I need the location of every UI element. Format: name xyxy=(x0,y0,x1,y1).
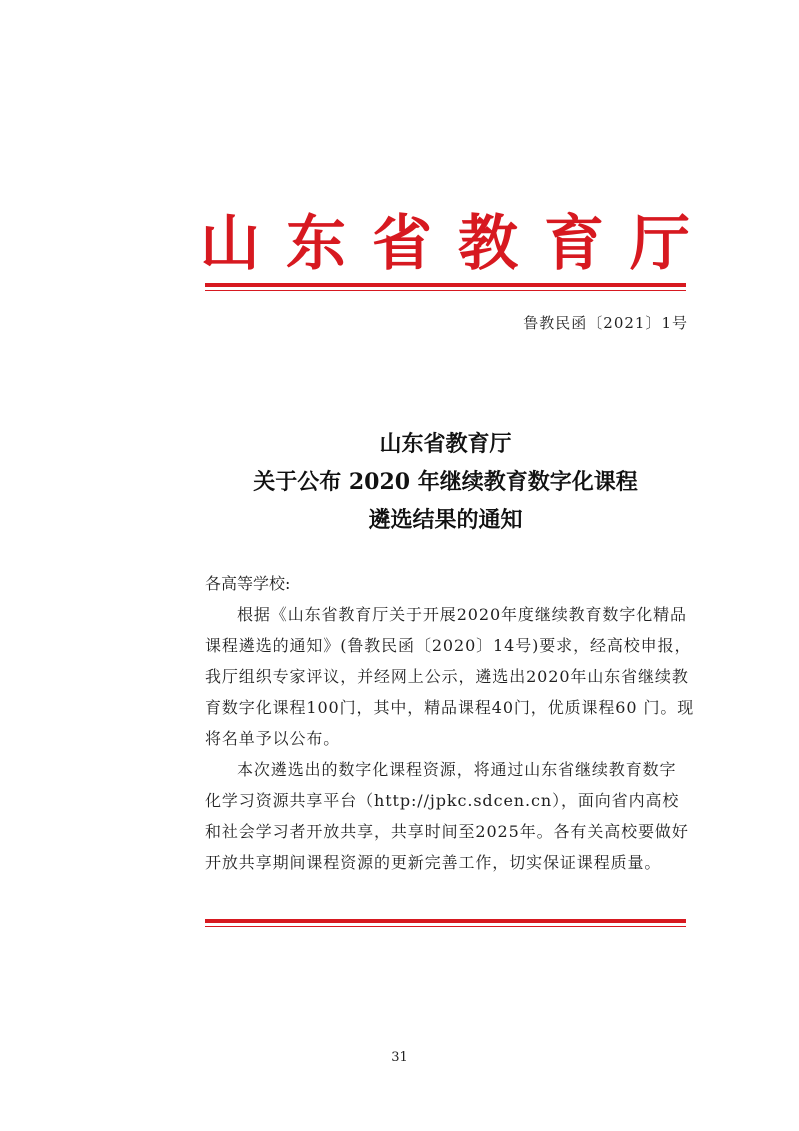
paragraph-2-line: 和社会学习者开放共享，共享时间至2025年。各有关高校要做好 xyxy=(205,822,689,841)
paragraph-1-line: 将名单予以公布。 xyxy=(205,729,341,748)
notice-title-line: 关于公布 2020 年继续教育数字化课程 xyxy=(253,469,638,495)
salutation: 各高等学校: xyxy=(205,574,291,593)
notice-title-line: 遴选结果的通知 xyxy=(368,507,523,533)
header-divider-thin xyxy=(205,290,686,291)
paragraph-1-line: 课程遴选的通知》(鲁教民函〔2020〕14号)要求，经高校申报， xyxy=(205,636,692,655)
document-number: 鲁教民函〔2021〕1号 xyxy=(523,314,688,332)
paragraph-2-line: 开放共享期间课程资源的更新完善工作，切实保证课程质量。 xyxy=(205,853,662,872)
agency-char: 厅 xyxy=(630,209,690,279)
agency-char: 教 xyxy=(458,209,518,279)
footer-divider-thin xyxy=(205,926,686,927)
agency-char: 育 xyxy=(544,209,604,279)
footer-divider-thick xyxy=(205,919,686,923)
paragraph-2-line: 化学习资源共享平台（http://jpkc.sdcen.cn），面向省内高校 xyxy=(205,791,680,810)
paragraph-1-line: 根据《山东省教育厅关于开展2020年度继续教育数字化精品 xyxy=(237,605,687,624)
agency-char: 山 xyxy=(200,209,260,279)
notice-body xyxy=(205,568,695,878)
agency-header-title xyxy=(200,208,690,280)
notice-title-line: 山东省教育厅 xyxy=(379,431,512,457)
page-number: 31 xyxy=(391,1050,408,1065)
header-divider-thick xyxy=(205,283,686,287)
paragraph-1-line: 我厅组织专家评议，并经网上公示，遴选出2020年山东省继续教 xyxy=(205,667,689,686)
notice-title xyxy=(205,425,686,539)
paragraph-1-line: 育数字化课程100门，其中，精品课程40门，优质课程60 门。现 xyxy=(205,698,695,717)
agency-char: 省 xyxy=(372,209,432,279)
paragraph-2-line: 本次遴选出的数字化课程资源，将通过山东省继续教育数字 xyxy=(237,760,677,779)
agency-char: 东 xyxy=(286,209,346,279)
